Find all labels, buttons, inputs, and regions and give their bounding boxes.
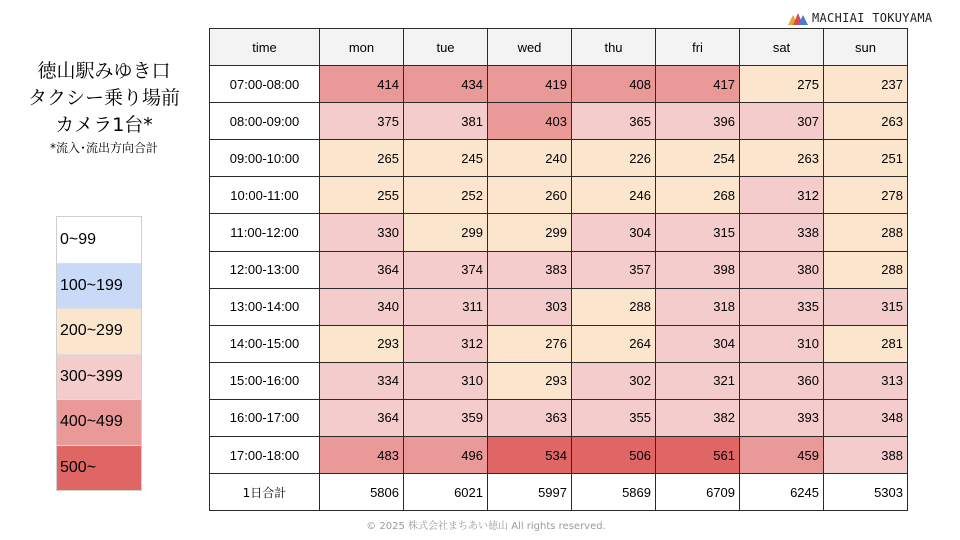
count-cell: 381 bbox=[404, 103, 488, 140]
count-cell: 311 bbox=[404, 288, 488, 325]
table-header-row bbox=[210, 29, 908, 66]
total-row bbox=[210, 474, 908, 511]
total-cell: 6245 bbox=[740, 474, 824, 511]
count-cell: 299 bbox=[404, 214, 488, 251]
count-cell: 318 bbox=[656, 288, 740, 325]
count-cell: 312 bbox=[404, 325, 488, 362]
count-cell: 359 bbox=[404, 399, 488, 436]
column-header-time: time bbox=[210, 29, 320, 66]
count-cell: 398 bbox=[656, 251, 740, 288]
count-cell: 534 bbox=[488, 437, 572, 474]
count-cell: 393 bbox=[740, 399, 824, 436]
count-cell: 245 bbox=[404, 140, 488, 177]
count-cell: 276 bbox=[488, 325, 572, 362]
count-cell: 383 bbox=[488, 251, 572, 288]
count-cell: 483 bbox=[320, 437, 404, 474]
count-cell: 459 bbox=[740, 437, 824, 474]
column-header-thu: thu bbox=[572, 29, 656, 66]
page-title bbox=[14, 58, 194, 156]
count-cell: 260 bbox=[488, 177, 572, 214]
table-row bbox=[210, 362, 908, 399]
count-cell: 310 bbox=[740, 325, 824, 362]
total-cell: 5997 bbox=[488, 474, 572, 511]
count-cell: 360 bbox=[740, 362, 824, 399]
row-time-label: 14:00-15:00 bbox=[210, 325, 320, 362]
row-time-label: 07:00-08:00 bbox=[210, 66, 320, 103]
count-cell: 496 bbox=[404, 437, 488, 474]
count-cell: 365 bbox=[572, 103, 656, 140]
title-line-2: タクシー乗り場前 bbox=[27, 87, 180, 109]
row-time-label: 12:00-13:00 bbox=[210, 251, 320, 288]
count-cell: 561 bbox=[656, 437, 740, 474]
total-cell: 5869 bbox=[572, 474, 656, 511]
count-cell: 281 bbox=[824, 325, 908, 362]
count-cell: 299 bbox=[488, 214, 572, 251]
count-cell: 255 bbox=[320, 177, 404, 214]
count-cell: 288 bbox=[572, 288, 656, 325]
table-row bbox=[210, 288, 908, 325]
total-cell: 6709 bbox=[656, 474, 740, 511]
logo-text: MACHIAI TOKUYAMA bbox=[812, 11, 933, 25]
count-cell: 374 bbox=[404, 251, 488, 288]
count-cell: 263 bbox=[824, 103, 908, 140]
table-row bbox=[210, 177, 908, 214]
count-cell: 293 bbox=[488, 362, 572, 399]
count-cell: 278 bbox=[824, 177, 908, 214]
count-cell: 419 bbox=[488, 66, 572, 103]
legend-item: 500~ bbox=[57, 445, 141, 491]
total-cell: 5303 bbox=[824, 474, 908, 511]
row-time-label: 17:00-18:00 bbox=[210, 437, 320, 474]
row-time-label: 11:00-12:00 bbox=[210, 214, 320, 251]
count-cell: 307 bbox=[740, 103, 824, 140]
count-cell: 304 bbox=[572, 214, 656, 251]
total-cell: 6021 bbox=[404, 474, 488, 511]
column-header-sun: sun bbox=[824, 29, 908, 66]
count-cell: 340 bbox=[320, 288, 404, 325]
logo-mark-icon bbox=[788, 11, 808, 25]
legend-item: 0~99 bbox=[57, 217, 141, 263]
count-cell: 313 bbox=[824, 362, 908, 399]
logo bbox=[788, 11, 932, 25]
title-line-3: カメラ1台* bbox=[55, 114, 153, 136]
count-cell: 355 bbox=[572, 399, 656, 436]
table-row bbox=[210, 251, 908, 288]
count-cell: 246 bbox=[572, 177, 656, 214]
count-cell: 364 bbox=[320, 251, 404, 288]
count-cell: 335 bbox=[740, 288, 824, 325]
count-cell: 264 bbox=[572, 325, 656, 362]
count-cell: 321 bbox=[656, 362, 740, 399]
count-cell: 506 bbox=[572, 437, 656, 474]
count-cell: 348 bbox=[824, 399, 908, 436]
count-cell: 275 bbox=[740, 66, 824, 103]
count-cell: 338 bbox=[740, 214, 824, 251]
table-row bbox=[210, 437, 908, 474]
count-cell: 268 bbox=[656, 177, 740, 214]
count-cell: 302 bbox=[572, 362, 656, 399]
row-time-label: 08:00-09:00 bbox=[210, 103, 320, 140]
total-row-label: 1日合計 bbox=[210, 474, 320, 511]
count-cell: 334 bbox=[320, 362, 404, 399]
table-row bbox=[210, 66, 908, 103]
count-cell: 251 bbox=[824, 140, 908, 177]
table-row bbox=[210, 103, 908, 140]
count-cell: 363 bbox=[488, 399, 572, 436]
count-cell: 364 bbox=[320, 399, 404, 436]
count-cell: 330 bbox=[320, 214, 404, 251]
title-note: *流入･流出方向合計 bbox=[49, 141, 158, 155]
column-header-sat: sat bbox=[740, 29, 824, 66]
table-row bbox=[210, 399, 908, 436]
row-time-label: 13:00-14:00 bbox=[210, 288, 320, 325]
count-cell: 252 bbox=[404, 177, 488, 214]
row-time-label: 15:00-16:00 bbox=[210, 362, 320, 399]
count-cell: 288 bbox=[824, 251, 908, 288]
total-cell: 5806 bbox=[320, 474, 404, 511]
row-time-label: 10:00-11:00 bbox=[210, 177, 320, 214]
legend-item: 400~499 bbox=[57, 399, 141, 445]
column-header-wed: wed bbox=[488, 29, 572, 66]
count-cell: 380 bbox=[740, 251, 824, 288]
column-header-tue: tue bbox=[404, 29, 488, 66]
column-header-fri: fri bbox=[656, 29, 740, 66]
count-cell: 293 bbox=[320, 325, 404, 362]
traffic-table bbox=[209, 28, 908, 511]
count-cell: 263 bbox=[740, 140, 824, 177]
count-cell: 265 bbox=[320, 140, 404, 177]
count-cell: 310 bbox=[404, 362, 488, 399]
count-cell: 375 bbox=[320, 103, 404, 140]
row-time-label: 09:00-10:00 bbox=[210, 140, 320, 177]
count-cell: 357 bbox=[572, 251, 656, 288]
column-header-mon: mon bbox=[320, 29, 404, 66]
table-row bbox=[210, 214, 908, 251]
count-cell: 315 bbox=[656, 214, 740, 251]
copyright-footer: © 2025 株式会社まちあい徳山 All rights reserved. bbox=[366, 521, 606, 532]
count-cell: 237 bbox=[824, 66, 908, 103]
table-row bbox=[210, 325, 908, 362]
count-cell: 388 bbox=[824, 437, 908, 474]
count-cell: 382 bbox=[656, 399, 740, 436]
count-cell: 304 bbox=[656, 325, 740, 362]
count-cell: 254 bbox=[656, 140, 740, 177]
count-cell: 434 bbox=[404, 66, 488, 103]
color-legend bbox=[56, 216, 142, 491]
count-cell: 288 bbox=[824, 214, 908, 251]
count-cell: 417 bbox=[656, 66, 740, 103]
row-time-label: 16:00-17:00 bbox=[210, 399, 320, 436]
count-cell: 396 bbox=[656, 103, 740, 140]
legend-item: 200~299 bbox=[57, 308, 141, 354]
count-cell: 403 bbox=[488, 103, 572, 140]
legend-item: 100~199 bbox=[57, 263, 141, 309]
count-cell: 240 bbox=[488, 140, 572, 177]
count-cell: 312 bbox=[740, 177, 824, 214]
count-cell: 226 bbox=[572, 140, 656, 177]
title-line-1: 徳山駅みゆき口 bbox=[37, 60, 171, 82]
legend-item: 300~399 bbox=[57, 354, 141, 400]
count-cell: 315 bbox=[824, 288, 908, 325]
count-cell: 303 bbox=[488, 288, 572, 325]
table-row bbox=[210, 140, 908, 177]
count-cell: 408 bbox=[572, 66, 656, 103]
count-cell: 414 bbox=[320, 66, 404, 103]
